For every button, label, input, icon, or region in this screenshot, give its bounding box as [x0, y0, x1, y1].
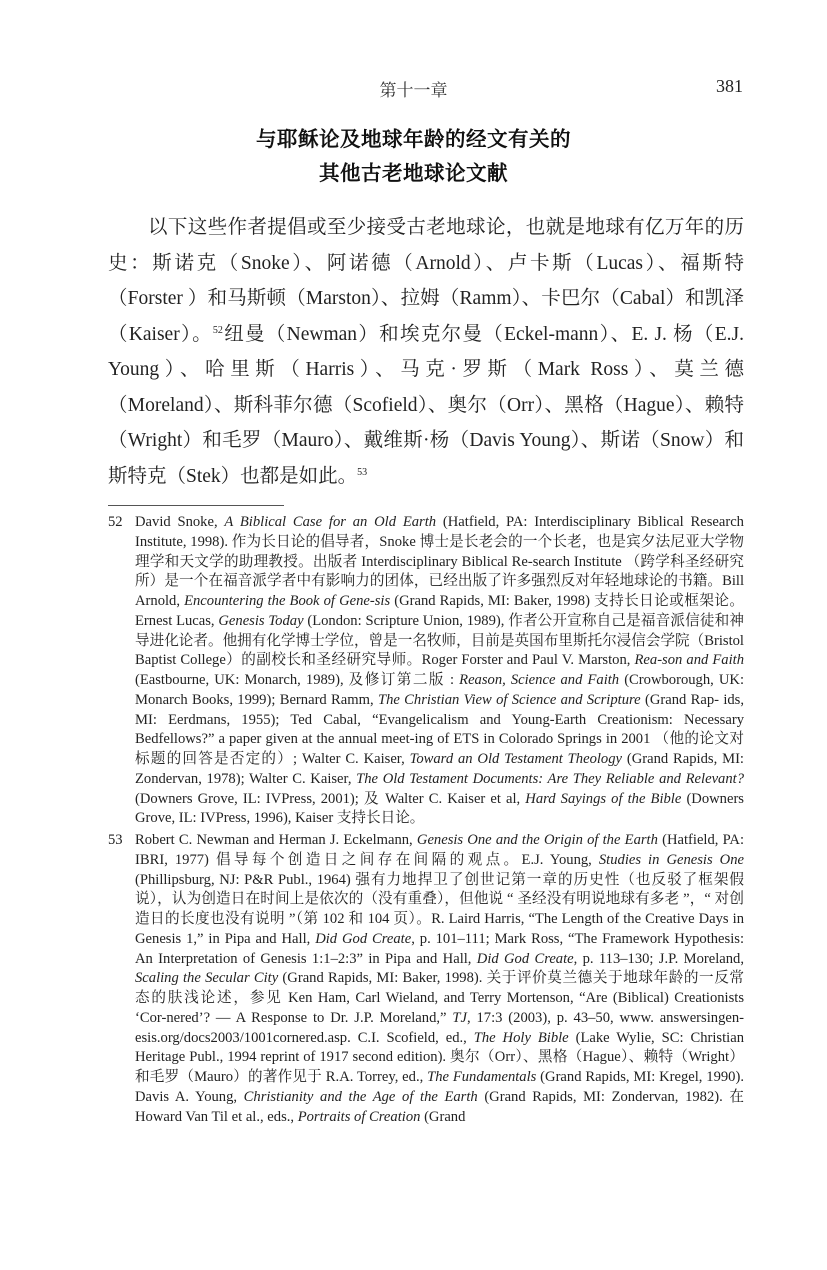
footnote-text: , 17:3 (2003), p. 43–50, www. answersingen-esis.org/docs2003/1001cornered.asp. C.I. Scofield, ed., — [135, 1009, 744, 1046]
citation-title: Hard Sayings of the Bible — [525, 790, 682, 807]
page-number: 381 — [716, 76, 743, 96]
citation-title: Christianity and the Age of the Earth — [243, 1088, 478, 1105]
footnote-text: (Downers Grove, IL: IVPress, 2001); 及 Walter C. Kaiser et al, — [135, 790, 526, 807]
citation-title: Did God Create — [476, 950, 574, 967]
citation-title: The Old Testament Documents: Are They Reliable and Relevant? — [356, 770, 744, 787]
footnote-text: (Phillipsburg, NJ: P&R Publ., 1964) 强有力地捍卫了创世记第一章的历史性（也反驳了框架假说），认为创造日在时间上是依次的（没有重叠），但他说 “ 圣经没有明说地球有多老 ”，“ 对创造日的长度也没有说明 ”（第 102 和 104 页）。R. Laird Harris, “The Length of the Creative Days in Genesis 1,” in Pipa and Hall, — [135, 871, 744, 947]
footnote-text: (Hatfield, PA: Interdisciplinary Biblical Research Institute, 1998). 作为长日论的倡导者，Snoke 博士是长老会的一个长老，也是宾夕法尼亚大学物理学和天文学的助理教授。出版者 Interdisciplinary Biblical Re-search Institute （跨学科圣经研究所）是一个在福音派学者中有影响力的团体，已经出版了许多强烈反对年轻地球论的书籍。Bill Arnold, — [135, 514, 744, 609]
footnote-text: (Grand Rapids, MI: Baker, 1998) 支持长日论或框架论。Ernest Lucas, — [135, 593, 744, 629]
body-paragraph — [108, 210, 744, 494]
citation-title: Rea-son and Faith — [634, 652, 744, 669]
footnote-text: , p. 101–111; Mark Ross, “The Framework Hypothesis: An Interpretation of Genesis 1:1–2:3” in Pipa and Hall, — [135, 930, 745, 967]
footnote-text: (Grand Rapids, MI: Baker, 1998). 关于评价莫兰德关于地球年龄的一反常态的肤浅论述，参见 Ken Ham, Carl Wieland, and Terry Mortenson, “Are (Biblical) Creationists ‘Cor-nered’? — A Response to Dr. J.P. Moreland,” — [135, 970, 745, 1026]
footnote-text: (Grand Rap- ids, MI: Eerdmans, 1955); Ted Cabal, “Evangelicalism and Young-Earth Creationism: Necessary Bedfellows?” a paper given at the annual meet-ing of ETS in Colorado Springs in 2001 （他的论文对标题的回答是否定的）; Walter C. Kaiser, — [135, 691, 745, 767]
footnote-text: (Grand — [420, 1108, 466, 1125]
section-title-line-2: 其他古老地球论文献 — [319, 161, 508, 185]
citation-title: A Biblical Case for an Old Earth — [224, 514, 437, 530]
citation-title: Genesis One and the Origin of the Earth — [416, 832, 658, 848]
paragraph-text-b: 纽曼（Newman）和埃克尔曼（Eckel-mann）、E. J. 杨（E.J. Young）、哈里斯（Harris）、马克·罗斯（Mark Ross）、莫兰德（Moreland）、斯科菲尔德（Scofield）、奥尔（Orr）、黑格（Hague）、赖特（Wright）和毛罗（Mauro）、戴维斯·杨（Davis Young）、斯诺（Snow）和斯特克（Stek）也都是如此。 — [108, 323, 744, 487]
footnote-text: (Crowborough, UK: Monarch Books, 1999); Bernard Ramm, — [135, 672, 745, 708]
citation-title: Did God Create — [315, 930, 412, 947]
citation-title: Scaling the Secular City — [135, 970, 279, 987]
citation-title: Toward an Old Testament Theology — [409, 751, 622, 767]
footnote-52 — [108, 513, 744, 829]
citation-title: Studies in Genesis One — [598, 851, 744, 868]
section-title-line-1: 与耶稣论及地球年龄的经文有关的 — [256, 127, 571, 151]
footnote-text: (Lake Wylie, SC: Christian Heritage Publ., 1994 reprint of 1917 second edition). 奥尔（Orr）、黑格（Hague）、赖特（Wright）和毛罗（Mauro）的著作见于 R.A. Torrey, ed., — [135, 1029, 744, 1085]
footnote-number: 52 — [108, 514, 123, 530]
citation-title: TJ — [452, 1009, 467, 1026]
footnote-53 — [108, 831, 744, 1127]
footnote-number: 53 — [108, 832, 123, 848]
footnote-separator — [108, 505, 284, 506]
footnote-text: (London: Scripture Union, 1989), 作者公开宣称自己是福音派信徒和神导进化论者。他拥有化学博士学位，曾是一名牧师，目前是英国布里斯托尔浸信会学院（Bristol Baptist College）的副校长和圣经研究导师。Roger Forster and Paul V. Marston, — [135, 612, 744, 669]
footnote-text: , p. 113–130; J.P. Moreland, — [573, 950, 744, 967]
citation-title: The Fundamentals — [427, 1069, 537, 1085]
citation-title: Reason, Science and Faith — [459, 672, 620, 688]
footnote-text: (Downers Grove, IL: IVPress, 1996), Kaiser 支持长日论。 — [135, 790, 744, 827]
footnote-text: Robert C. Newman and Herman J. Eckelmann, — [135, 832, 417, 848]
footnote-text: David Snoke, — [135, 514, 225, 530]
paragraph-text-a: 以下这些作者提倡或至少接受古老地球论，也就是地球有亿万年的历史：斯诺克（Snoke）、阿诺德（Arnold）、卢卡斯（Lucas）、福斯特（Forster ）和马斯顿（Marston）、拉姆（Ramm）、卡巴尔（Cabal）和凯泽（Kaiser）。 — [108, 217, 744, 345]
section-title — [0, 122, 827, 190]
citation-title: The Holy Bible — [473, 1029, 569, 1046]
footnote-text: (Grand Rapids, MI: Kregel, 1990). Davis A. Young, — [135, 1069, 744, 1105]
footnote-ref-52[interactable]: 52 — [212, 324, 223, 336]
footnote-ref-53[interactable]: 53 — [357, 466, 368, 478]
citation-title: Encountering the Book of Gene-sis — [184, 593, 391, 609]
citation-title: The Christian View of Science and Scripture — [377, 691, 641, 708]
footnotes — [108, 513, 744, 1129]
footnote-text: (Eastbourne, UK: Monarch, 1989), 及修订第二版 : — [135, 672, 460, 688]
citation-title: Genesis Today — [218, 612, 304, 629]
footnote-text: (Grand Rapids, MI: Zondervan, 1978); Walter C. Kaiser, — [135, 751, 744, 787]
footnote-text: (Grand Rapids, MI: Zondervan, 1982). 在 Howard Van Til et al., eds., — [135, 1088, 744, 1125]
running-head — [0, 76, 827, 100]
paragraph — [108, 210, 744, 494]
footnote-text: (Hatfield, PA: IBRI, 1977) 倡导每个创造日之间存在间隔的观点。E.J. Young, — [135, 832, 745, 868]
citation-title: Portraits of Creation — [297, 1108, 421, 1125]
chapter-label: 第十一章 — [379, 81, 448, 101]
